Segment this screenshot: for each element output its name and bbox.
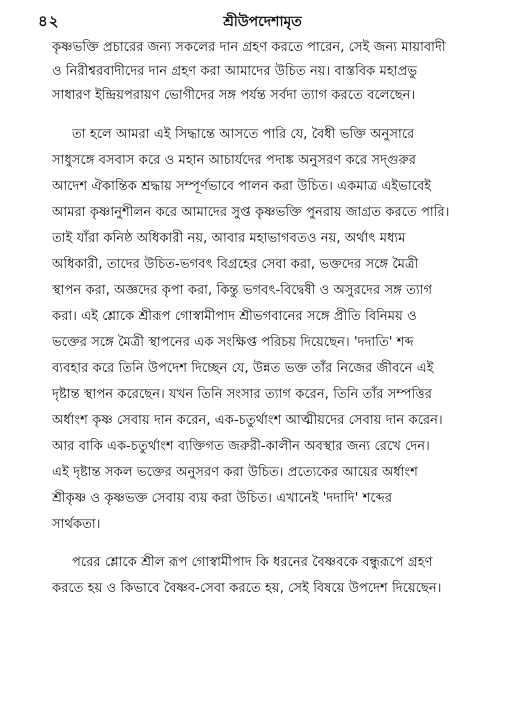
body-line: অধিকারী, তাদের উচিত-ভগবৎ বিগ্রহের সেবা করা, ভক্তদের সঙ্গে মৈত্রী [52,257,419,272]
body-line: সার্থকতা। [52,517,101,532]
page-number: ৪২ [38,12,60,30]
body-line: দৃষ্টান্ত স্থাপন করেছেন। যখন তিনি সংসার ত্যাগ করেন, তিনি তাঁর সম্পত্তির [52,387,432,402]
body-line: আদেশ ঐকান্তিক শ্রদ্ধায় সম্পূর্ণভাবে পালন করা উচিত। একমাত্র এইভাবেই [52,179,432,194]
body-line: ব্যবহার করে তিনি উপদেশ দিচ্ছেন যে, উন্নত ভক্ত তাঁর নিজের জীবনে এই [52,361,434,376]
running-title: শ্রীউপদেশামৃত [223,14,302,30]
body-line: শ্রীকৃষ্ণ ও কৃষ্ণভক্ত সেবায় ব্যয় করা উচিত। এখানেই 'দদাদি' শব্দের [52,491,393,506]
body-line: তা হলে আমরা এই সিদ্ধান্তে আসতে পারি যে, বৈধী ভক্তি অনুসারে [72,127,415,142]
body-line: এই দৃষ্টান্ত সকল ভক্তের অনুসরণ করা উচিত। প্রত্যেকের আয়ের অর্ধাংশ [52,465,418,480]
body-line: পরের শ্লোকে শ্রীল রূপ গোস্বামীপাদ কি ধরনের বৈষ্ণবকে বন্ধুরূপে গ্রহণ [72,555,433,570]
body-line: করতে হয় ও কিভাবে বৈষ্ণব-সেবা করতে হয়, সেই বিষয়ে উপদেশ দিয়েছেন। [52,581,442,596]
body-line: কৃষ্ণভক্তি প্রচারের জন্য সকলের দান গ্রহণ করতে পারেন, সেই জন্য মায়াবাদী [52,40,446,55]
body-line: সাধুসঙ্গে বসবাস করে ও মহান আচার্যদের পদাঙ্ক অনুসরণ করে সদ্গুরুর [52,153,416,168]
body-line: আমরা কৃষ্ণানুশীলন করে আমাদের সুপ্ত কৃষ্ণভক্তি পুনরায় জাগ্রত করতে পারি। [52,205,450,220]
body-line: অর্ধাংশ কৃষ্ণ সেবায় দান করেন, এক-চতুর্থাংশ আত্মীয়দের সেবায় দান করেন। [52,413,443,428]
body-line: করা। এই শ্লোকে শ্রীরূপ গোস্বামীপাদ শ্রীভগবানের সঙ্গে প্রীতি বিনিময় ও [52,309,417,324]
body-line: তাই যাঁরা কনিষ্ঠ অধিকারী নয়, আবার মহাভাগবতও নয়, অর্থাৎ মধ্যম [52,231,406,246]
body-line: ভক্তের সঙ্গে মৈত্রী স্থাপনের এক সংক্ষিপ্ত পরিচয় দিয়েছেন। 'দদাতি' শব্দ [52,335,414,350]
body-line: আর বাকি এক-চতুর্থাংশ ব্যক্তিগত জরুরী-কালীন অবস্থার জন্য রেখে দেন। [52,439,430,454]
body-line: সাধারণ ইন্দ্রিয়পরায়ণ ভোগীদের সঙ্গ পর্যন্ত সর্বদা ত্যাগ করতে বলেছেন। [52,88,416,103]
body-line: ও নিরীশ্বরবাদীদের দান গ্রহণ করা আমাদের উচিত নয়। বাস্তবিক মহাপ্রভু [52,64,418,79]
body-line: স্থাপন করা, অজ্ঞদের কৃপা করা, কিন্তু ভগবৎ-বিদ্বেষী ও অসুরদের সঙ্গ ত্যাগ [52,283,433,298]
